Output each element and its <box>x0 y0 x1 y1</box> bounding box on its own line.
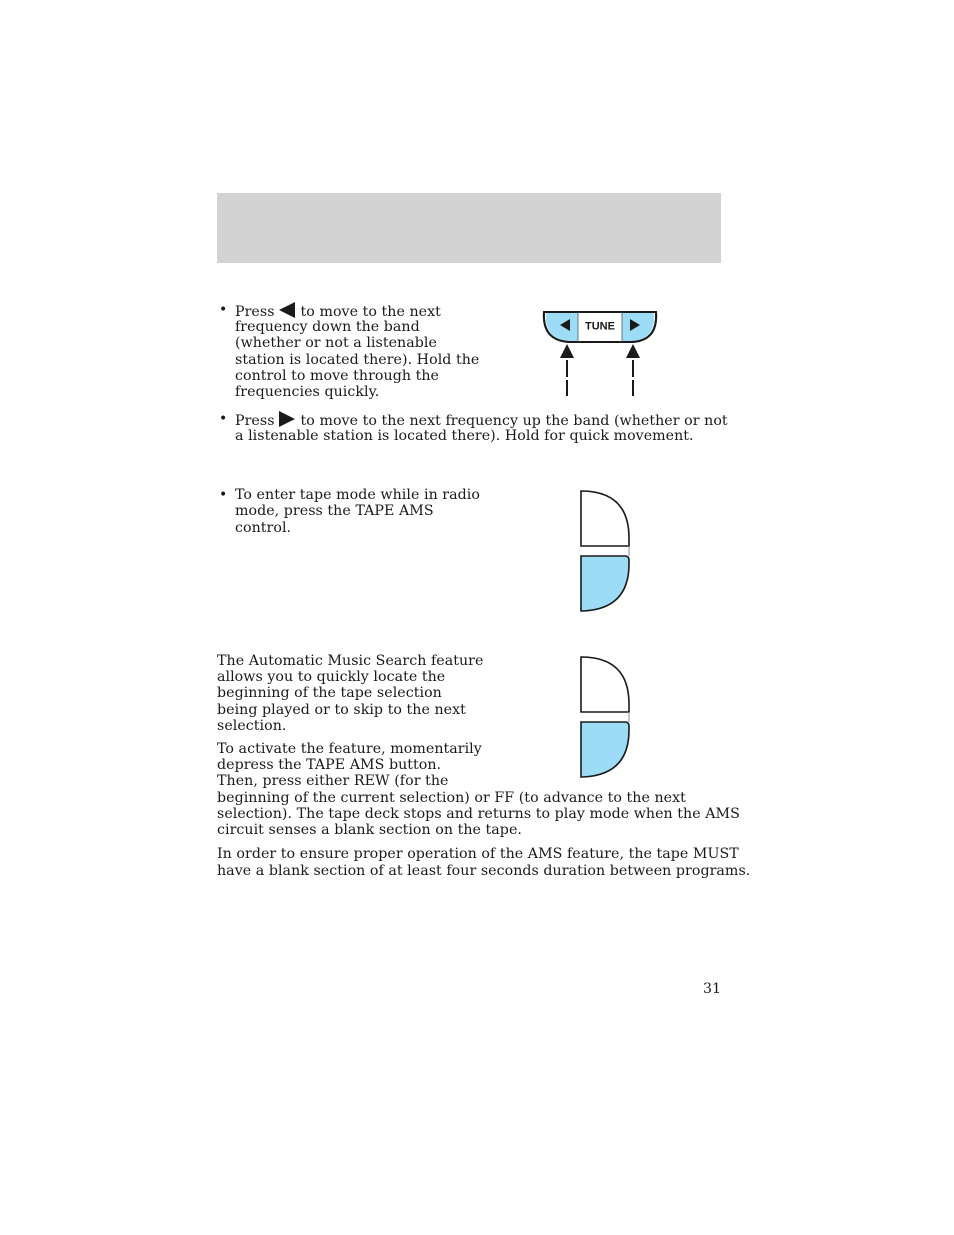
page-number: 31 <box>702 981 721 997</box>
ams-para2-text-0: To activate the feature, momentarily <box>217 741 482 757</box>
tune-label: TUNE <box>585 320 615 333</box>
section-header-band <box>217 193 721 263</box>
tape-ams-button-figure <box>576 488 634 616</box>
ams-para1-text-3: being played or to skip to the next <box>217 702 466 718</box>
bullet1-text-3: station is located there). Hold the <box>235 352 480 368</box>
ams-para1-text-2: beginning of the tape selection <box>217 685 442 701</box>
ams-para3-text-1: have a blank section of at least four seconds duration between programs. <box>217 863 751 879</box>
bullet2-text-1: to move to the next frequency up the band (whether or not <box>300 413 728 429</box>
ams-para2-text-1: depress the TAPE AMS button. <box>217 757 442 773</box>
ams-para1-text-1: allows you to quickly locate the <box>217 669 446 685</box>
bullet1-line1 <box>235 302 441 321</box>
bullet2-text-2: a listenable station is located there). Hold for quick movement. <box>235 428 694 444</box>
bullet-marker: • <box>219 411 228 427</box>
bullet1-text-2: (whether or not a listenable <box>235 335 437 351</box>
ams-para2-text-3: beginning of the current selection) or FF (to advance to the next <box>217 790 686 806</box>
tape-mode-text-1: mode, press the TAPE AMS <box>235 503 434 519</box>
ams-para2-text-5: circuit senses a blank section on the tape. <box>217 822 522 838</box>
ams-para1-text-0: The Automatic Music Search feature <box>217 653 484 669</box>
bullet2-line1 <box>235 411 728 430</box>
seek-down-arrow-icon <box>275 302 301 318</box>
bullet1-text-1: frequency down the band <box>235 319 420 335</box>
tune-control-figure <box>540 308 662 400</box>
tape-mode-text-2: control. <box>235 520 292 536</box>
bullet1-text-0: to move to the next <box>300 304 441 320</box>
bullet1-press: Press <box>235 304 275 320</box>
ams-para2-text-2: Then, press either REW (for the <box>217 773 449 789</box>
bullet1-text-5: frequencies quickly. <box>235 384 380 400</box>
bullet1-text-4: control to move through the <box>235 368 439 384</box>
ams-para2-text-4: selection). The tape deck stops and returns to play mode when the AMS <box>217 806 740 822</box>
bullet2-press: Press <box>235 413 275 429</box>
tape-ams-button-figure <box>576 654 634 782</box>
tape-mode-text-0: To enter tape mode while in radio <box>235 487 480 503</box>
ams-para1-text-4: selection. <box>217 718 287 734</box>
bullet-marker: • <box>219 487 228 503</box>
ams-para3-text-0: In order to ensure proper operation of the AMS feature, the tape MUST <box>217 846 739 862</box>
bullet-marker: • <box>219 302 228 318</box>
seek-up-arrow-icon <box>275 411 301 427</box>
